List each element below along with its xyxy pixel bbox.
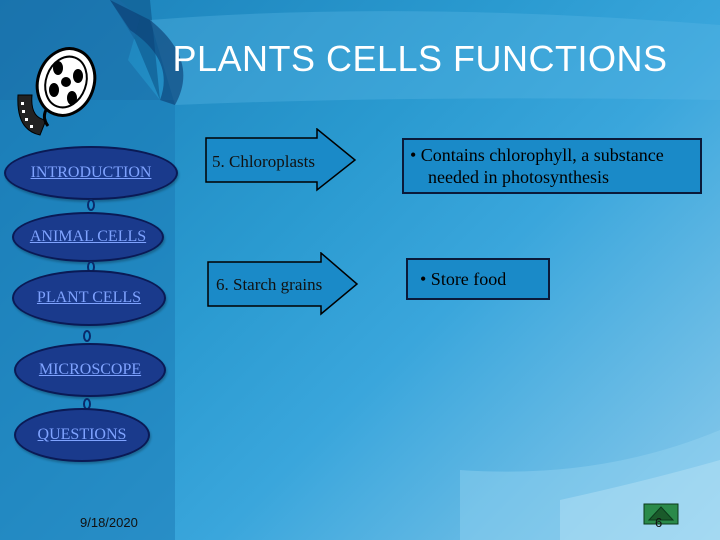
nav-plant-cells[interactable] xyxy=(12,270,166,326)
nav-animal-cells-label: ANIMAL CELLS xyxy=(29,228,147,245)
description-text: • Contains chlorophyll, a substance needed in photosynthesis xyxy=(410,145,664,187)
description-box-starch xyxy=(406,258,550,300)
description-text: • Store food xyxy=(420,269,507,289)
nav-connector xyxy=(87,199,95,211)
description-box-chloroplasts xyxy=(402,138,702,194)
nav-introduction-label: INTRODUCTION xyxy=(30,164,152,181)
nav-introduction[interactable] xyxy=(4,146,178,200)
nav-questions[interactable] xyxy=(14,408,150,462)
nav-microscope-label: MICROSCOPE xyxy=(38,361,142,378)
film-reel-icon xyxy=(8,40,108,140)
nav-animal-cells[interactable] xyxy=(12,212,164,262)
nav-plant-cells-label: PLANT CELLS xyxy=(36,289,142,306)
nav-microscope[interactable] xyxy=(14,343,166,397)
nav-connector xyxy=(83,330,91,342)
slide-title: PLANTS CELLS FUNCTIONS xyxy=(172,38,668,79)
arrow-label-chloroplasts: 5. Chloroplasts xyxy=(212,152,315,171)
slide-date: 9/18/2020 xyxy=(80,515,138,530)
arrow-label-starch: 6. Starch grains xyxy=(216,275,323,294)
page-number: 6 xyxy=(655,515,663,530)
nav-questions-label: QUESTIONS xyxy=(37,426,127,443)
